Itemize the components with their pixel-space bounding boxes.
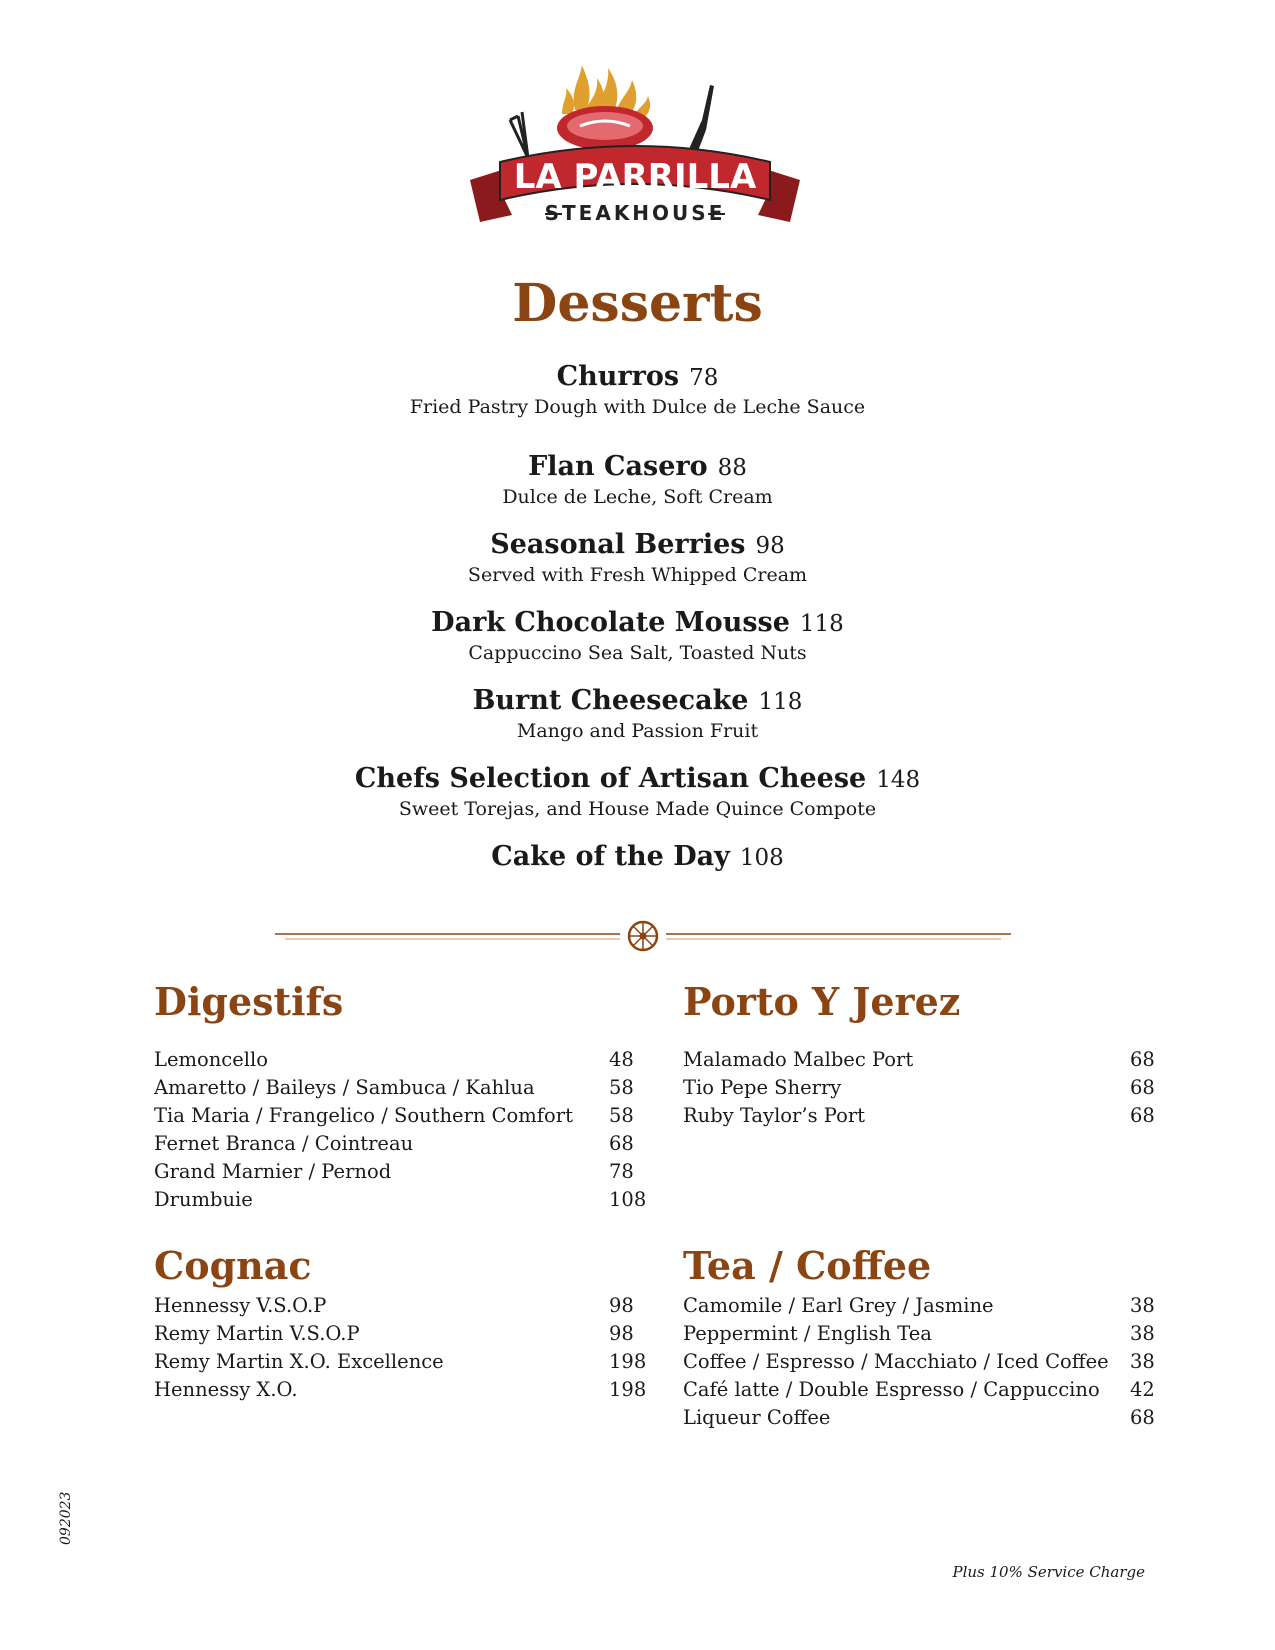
menu-row — [683, 1046, 1163, 1074]
menu-row — [154, 1102, 644, 1130]
dessert-item — [0, 842, 1275, 873]
item-name: Remy Martin X.O. Excellence — [154, 1350, 444, 1373]
wheel-icon — [629, 922, 657, 950]
item-price: 68 — [1130, 1048, 1155, 1071]
dessert-description: Sweet Torejas, and House Made Quince Compote — [398, 798, 877, 820]
menu-row — [683, 1320, 1163, 1348]
menu-row — [683, 1348, 1163, 1376]
version-code: 092023 — [58, 1491, 74, 1545]
menu-row — [683, 1376, 1163, 1404]
dessert-name: Cake of the Day — [491, 841, 730, 872]
item-name: Peppermint / English Tea — [683, 1322, 932, 1345]
item-name: Coffee / Espresso / Macchiato / Iced Coffee — [683, 1350, 1109, 1373]
item-name: Café latte / Double Espresso / Cappuccino — [683, 1378, 1100, 1401]
item-name: Lemoncello — [154, 1048, 268, 1071]
dessert-item — [0, 686, 1275, 743]
porto-jerez-title: Porto Y Jerez — [683, 979, 961, 1024]
dessert-price: 78 — [689, 365, 719, 391]
dessert-price: 148 — [876, 767, 921, 793]
dessert-price: 108 — [739, 845, 784, 871]
item-name: Malamado Malbec Port — [683, 1048, 914, 1071]
dessert-item — [0, 452, 1275, 509]
item-price: 68 — [609, 1132, 634, 1155]
tea-coffee-section — [683, 1243, 1163, 1429]
digestifs-title: Digestifs — [154, 979, 344, 1024]
dessert-price: 88 — [717, 455, 747, 481]
item-name: Tio Pepe Sherry — [683, 1076, 842, 1099]
ornamental-divider — [275, 918, 1011, 954]
menu-row — [154, 1130, 644, 1158]
item-price: 38 — [1130, 1294, 1155, 1317]
dessert-price: 98 — [755, 533, 785, 559]
menu-row — [154, 1376, 647, 1404]
menu-row — [683, 1074, 1163, 1102]
item-name: Hennessy V.S.O.P — [154, 1294, 327, 1317]
menu-row — [154, 1046, 644, 1074]
item-price: 58 — [609, 1104, 634, 1127]
item-price: 58 — [609, 1076, 634, 1099]
item-price: 68 — [1130, 1104, 1155, 1127]
steak-icon — [557, 106, 653, 150]
digestifs-section — [154, 979, 647, 1211]
menu-row — [154, 1348, 647, 1376]
item-price: 198 — [609, 1378, 647, 1401]
menu-row — [154, 1292, 644, 1320]
item-price: 42 — [1130, 1378, 1155, 1401]
desserts-title: Desserts — [512, 273, 763, 334]
dessert-name: Dark Chocolate Mousse — [431, 607, 790, 638]
menu-row — [154, 1320, 644, 1348]
item-name: Camomile / Earl Grey / Jasmine — [683, 1294, 994, 1317]
dessert-description: Dulce de Leche, Soft Cream — [502, 486, 773, 508]
menu-row — [683, 1292, 1163, 1320]
porto-jerez-section — [683, 979, 1163, 1127]
dessert-name: Seasonal Berries — [490, 529, 746, 560]
item-price: 198 — [609, 1350, 647, 1373]
dessert-description: Served with Fresh Whipped Cream — [467, 564, 808, 586]
item-name: Ruby Taylor’s Port — [683, 1104, 866, 1127]
dessert-price: 118 — [758, 689, 803, 715]
item-name: Fernet Branca / Cointreau — [154, 1132, 414, 1155]
item-name: Amaretto / Baileys / Sambuca / Kahlua — [154, 1076, 535, 1099]
dessert-item — [0, 764, 1275, 821]
menu-row — [683, 1404, 1163, 1432]
dessert-name: Chefs Selection of Artisan Cheese — [354, 763, 867, 794]
item-price: 108 — [609, 1188, 647, 1211]
item-price: 98 — [609, 1294, 634, 1317]
item-name: Grand Marnier / Pernod — [154, 1160, 392, 1183]
restaurant-logo — [470, 50, 800, 240]
item-price: 38 — [1130, 1350, 1155, 1373]
logo-text-main: LA PARRILLA — [513, 157, 757, 197]
item-price: 78 — [609, 1160, 634, 1183]
dessert-item — [0, 530, 1275, 587]
item-price: 68 — [1130, 1406, 1155, 1429]
item-name: Liqueur Coffee — [683, 1406, 831, 1429]
service-charge-note: Plus 10% Service Charge — [952, 1563, 1145, 1581]
menu-row — [154, 1158, 644, 1186]
item-name: Remy Martin V.S.O.P — [154, 1322, 360, 1345]
tea-coffee-title: Tea / Coffee — [683, 1243, 932, 1288]
banner-ribbon — [470, 146, 800, 225]
item-price: 48 — [609, 1048, 634, 1071]
dessert-name: Churros — [556, 361, 680, 392]
dessert-item — [0, 608, 1275, 665]
logo-graphic — [470, 50, 800, 240]
item-name: Tia Maria / Frangelico / Southern Comfort — [154, 1104, 573, 1127]
item-price: 98 — [609, 1322, 634, 1345]
dessert-item — [0, 362, 1275, 419]
cognac-section — [154, 1243, 647, 1401]
menu-row — [154, 1186, 647, 1214]
dessert-price: 118 — [799, 611, 844, 637]
item-name: Drumbuie — [154, 1188, 253, 1211]
menu-row — [154, 1074, 644, 1102]
dessert-name: Flan Casero — [528, 451, 708, 482]
item-name: Hennessy X.O. — [154, 1378, 298, 1401]
cognac-title: Cognac — [154, 1243, 312, 1288]
dessert-description: Cappuccino Sea Salt, Toasted Nuts — [468, 642, 807, 664]
menu-row — [683, 1102, 1163, 1130]
item-price: 38 — [1130, 1322, 1155, 1345]
item-price: 68 — [1130, 1076, 1155, 1099]
dessert-name: Burnt Cheesecake — [472, 685, 749, 716]
dessert-description: Fried Pastry Dough with Dulce de Leche Sauce — [409, 396, 866, 418]
logo-text-sub: STEAKHOUSE — [544, 201, 726, 225]
dessert-description: Mango and Passion Fruit — [516, 720, 759, 742]
